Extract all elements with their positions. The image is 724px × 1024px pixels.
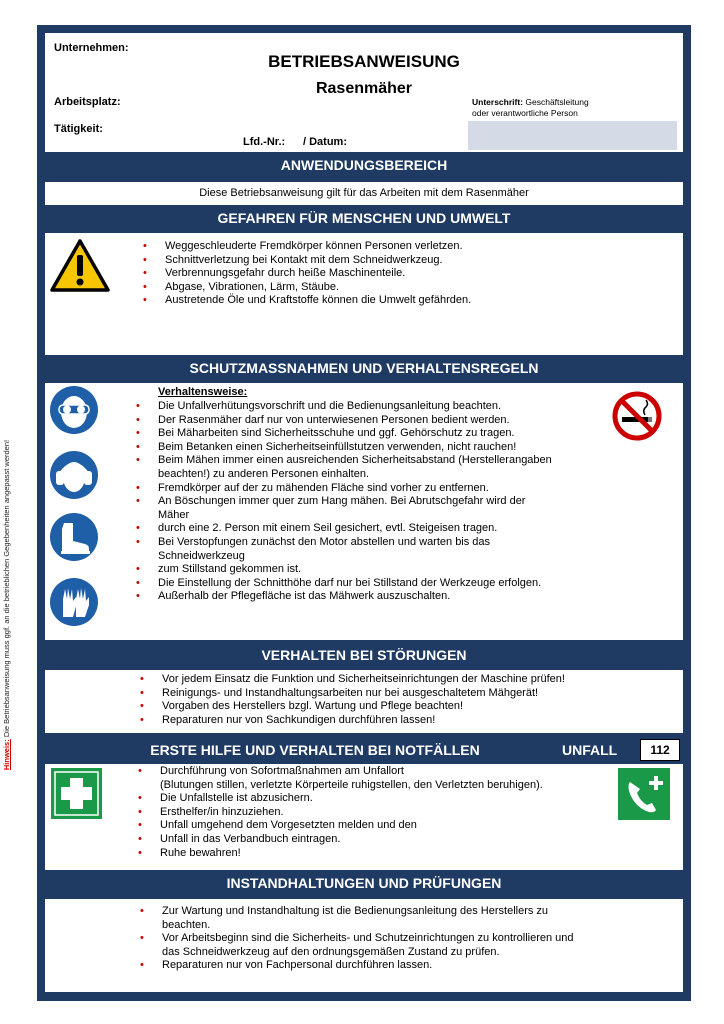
side-note-label: Hinweis: — [2, 739, 11, 771]
warning-icon — [49, 238, 111, 294]
list-item: • Verbrennungsgefahr durch heiße Maschinenteile. — [143, 267, 673, 281]
list-item: • Beim Betanken einen Sicherheitseinfüllstutzen verwenden, nicht rauchen! — [136, 441, 596, 455]
list-item: • Schnittverletzung bei Kontakt mit dem Schneidwerkzeug. — [143, 254, 673, 268]
no-smoking-icon — [612, 391, 662, 441]
list-item: Schneidwerkzeug — [158, 549, 245, 562]
list-item: • Austretende Öle und Kraftstoffe können die Umwelt gefährden. — [143, 294, 673, 308]
list-item: • Die Unfallverhütungsvorschrift und die Bedienungsanleitung beachten. — [136, 400, 596, 414]
protection-list — [136, 400, 596, 637]
list-item: • Reparaturen nur von Fachpersonal durchführen lassen. — [140, 959, 640, 973]
list-item: • Beim Mähen immer einen ausreichenden Sicherheitsabstand (Herstellerangaben — [136, 454, 596, 468]
section-heading-hazards: GEFAHREN FÜR MENSCHEN UND UMWELT — [217, 210, 511, 226]
scope-text: Diese Betriebsanweisung gilt für das Arbeiten mit dem Rasenmäher — [199, 187, 529, 199]
date-label: / Datum: — [303, 136, 347, 148]
list-item: das Schneidwerkzeug auf den ordnungsgemäßen Zustand zu prüfen. — [162, 945, 500, 958]
list-item: • Durchführung von Sofortmaßnahmen am Unfallort — [138, 765, 608, 779]
activity-label: Tätigkeit: — [54, 123, 103, 135]
side-note — [2, 405, 14, 805]
list-item: • durch eine 2. Person mit einem Seil gesichert, evtl. Steigeisen tragen. — [136, 522, 596, 536]
list-item: beachten!) zu anderen Personen einhalten. — [158, 467, 369, 480]
emergency-phone-icon — [618, 768, 670, 820]
section-heading-protection: SCHUTZMASSNAHMEN UND VERHALTENSREGELN — [189, 360, 539, 376]
list-item: Mäher — [158, 508, 190, 521]
list-item: • Abgase, Vibrationen, Lärm, Stäube. — [143, 281, 673, 295]
page-title: BETRIEBSANWEISUNG — [268, 52, 460, 71]
list-item: • Unfall umgehend dem Vorgesetzten melden und den — [138, 819, 608, 833]
first-aid-icon — [51, 768, 102, 819]
number-label: Lfd.-Nr.: — [243, 136, 286, 148]
list-item: • Vorgaben des Herstellers bzgl. Wartung und Pflege beachten! — [140, 700, 670, 714]
list-item: • Bei Verstopfungen zunächst den Motor abstellen und warten bis das — [136, 536, 596, 550]
list-item: • An Böschungen immer quer zum Hang mähen. Bei Abrutschgefahr wird der — [136, 495, 596, 509]
list-item: (Blutungen stillen, verletzte Körperteile ruhigstellen, den Verletzten beruhigen). — [160, 778, 543, 791]
list-item: • Ersthelfer/in hinzuziehen. — [138, 806, 608, 820]
section-heading-scope: ANWENDUNGSBEREICH — [280, 157, 448, 173]
signature-field[interactable] — [468, 121, 677, 150]
hearing-protection-icon — [49, 450, 99, 500]
list-item: • Bei Mäharbeiten sind Sicherheitsschuhe und ggf. Gehörschutz zu tragen. — [136, 427, 596, 441]
first-aid-list — [138, 765, 608, 860]
list-item: • Zur Wartung und Instandhaltung ist die Bedienungsanleitung des Herstellers zu — [140, 905, 640, 919]
signature-text-2: oder verantwortliche Person — [472, 108, 578, 118]
maintenance-list — [140, 905, 640, 973]
section-heading-first-aid: ERSTE HILFE UND VERHALTEN BEI NOTFÄLLEN — [150, 742, 480, 758]
list-item: • zum Stillstand gekommen ist. — [136, 563, 596, 577]
emergency-number: 112 — [640, 739, 680, 761]
signature-block — [472, 97, 589, 119]
side-note-text: Die Betriebsanweisung muss ggf. an die betrieblichen Gegebenheiten angepasst werden! — [2, 439, 11, 738]
list-item: • Außerhalb der Pflegefläche ist das Mähwerk auszuschalten. — [136, 590, 596, 604]
list-item: beachten. — [162, 918, 211, 931]
list-item: • Die Unfallstelle ist abzusichern. — [138, 792, 608, 806]
list-item: • Der Rasenmäher darf nur von unterwiesenen Personen bedient werden. — [136, 414, 596, 428]
list-item: • Fremdkörper auf der zu mähenden Fläche sind vorher zu entfernen. — [136, 482, 596, 496]
section-heading-malfunction: VERHALTEN BEI STÖRUNGEN — [261, 647, 467, 663]
list-item: • Vor Arbeitsbeginn sind die Sicherheits- und Schutzeinrichtungen zu kontrollieren und — [140, 932, 640, 946]
hazards-list — [143, 240, 673, 308]
safety-gloves-icon — [49, 577, 99, 627]
list-item: • Ruhe bewahren! — [138, 847, 608, 861]
safety-shoes-icon — [49, 512, 99, 562]
signature-text: Geschäftsleitung — [525, 97, 589, 107]
list-item: • Unfall in das Verbandbuch eintragen. — [138, 833, 608, 847]
list-item: • Die Einstellung der Schnitthöhe darf nur bei Stillstand der Werkzeuge erfolgen. — [136, 577, 596, 591]
list-item: • Reparaturen nur von Sachkundigen durchführen lassen! — [140, 714, 670, 728]
page-subtitle: Rasenmäher — [315, 80, 413, 97]
workplace-label: Arbeitsplatz: — [54, 96, 121, 108]
protection-subheading: Verhaltensweise: — [158, 386, 248, 398]
list-item: • Weggeschleuderte Fremdkörper können Personen verletzen. — [143, 240, 673, 254]
signature-label: Unterschrift: — [472, 97, 524, 107]
eye-protection-icon — [49, 385, 99, 435]
malfunction-list — [140, 673, 670, 727]
list-item: • Vor jedem Einsatz die Funktion und Sicherheitseinrichtungen der Maschine prüfen! — [140, 673, 670, 687]
accident-label: UNFALL — [562, 742, 618, 758]
list-item: • Reinigungs- und Instandhaltungsarbeiten nur bei ausgeschaltetem Mähgerät! — [140, 687, 670, 701]
section-heading-maintenance: INSTANDHALTUNGEN UND PRÜFUNGEN — [226, 875, 502, 891]
company-label: Unternehmen: — [54, 42, 129, 54]
